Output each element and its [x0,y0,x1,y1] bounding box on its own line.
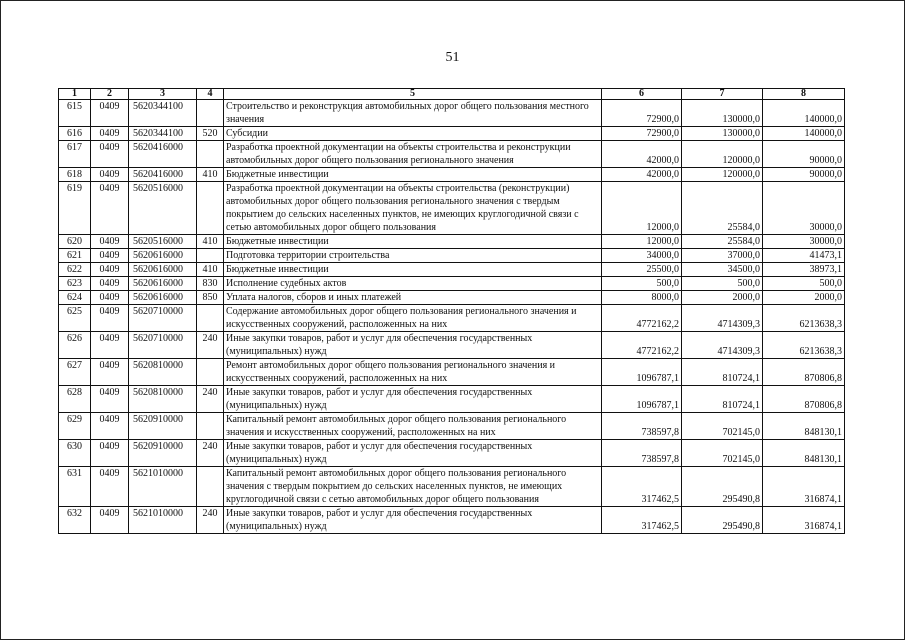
section-code: 0409 [91,386,129,413]
row-number: 620 [59,235,91,249]
item-description: Иные закупки товаров, работ и услуг для обеспечения государственных (муниципальных) нужд [224,440,602,467]
amount-col-8: 848130,1 [763,413,845,440]
target-article-code: 5620810000 [129,359,197,386]
row-number: 619 [59,182,91,235]
item-description: Капитальный ремонт автомобильных дорог общего пользования регионального значения с твердым покрытием до сельских населенных пунктов, не имеющих круглогодичной связи с сетью автомобильных дорог общего пользования [224,467,602,507]
expense-type-code: 410 [197,235,224,249]
amount-col-8: 870806,8 [763,359,845,386]
amount-col-8: 90000,0 [763,168,845,182]
expense-type-code: 520 [197,127,224,141]
table-row [59,235,845,249]
item-description: Капитальный ремонт автомобильных дорог общего пользования регионального значения и искусственных сооружений, расположенных на них [224,413,602,440]
amount-col-8: 30000,0 [763,182,845,235]
item-description: Строительство и реконструкция автомобильных дорог общего пользования местного значения [224,100,602,127]
expense-type-code [197,100,224,127]
amount-col-6: 500,0 [602,277,682,291]
section-code: 0409 [91,263,129,277]
header-cell: 7 [682,89,763,100]
table-row [59,305,845,332]
amount-col-6: 72900,0 [602,127,682,141]
row-number: 630 [59,440,91,467]
target-article-code: 5620616000 [129,291,197,305]
item-description: Бюджетные инвестиции [224,235,602,249]
item-description: Иные закупки товаров, работ и услуг для обеспечения государственных (муниципальных) нужд [224,332,602,359]
amount-col-7: 37000,0 [682,249,763,263]
target-article-code: 5620344100 [129,100,197,127]
row-number: 629 [59,413,91,440]
section-code: 0409 [91,291,129,305]
row-number: 618 [59,168,91,182]
amount-col-7: 130000,0 [682,127,763,141]
table-row [59,127,845,141]
table-row [59,277,845,291]
section-code: 0409 [91,467,129,507]
target-article-code: 5620516000 [129,182,197,235]
section-code: 0409 [91,413,129,440]
amount-col-6: 4772162,2 [602,305,682,332]
target-article-code: 5620616000 [129,263,197,277]
target-article-code: 5621010000 [129,467,197,507]
section-code: 0409 [91,507,129,534]
expense-type-code: 240 [197,386,224,413]
amount-col-8: 140000,0 [763,100,845,127]
table-row [59,291,845,305]
target-article-code: 5620910000 [129,413,197,440]
budget-table [58,88,845,534]
target-article-code: 5620710000 [129,332,197,359]
amount-col-6: 8000,0 [602,291,682,305]
item-description: Уплата налогов, сборов и иных платежей [224,291,602,305]
target-article-code: 5620416000 [129,168,197,182]
item-description: Разработка проектной документации на объекты строительства (реконструкции) автомобильных дорог общего пользования регионального значения с твердым покрытием до сельских населенных пунктов, не имеющих круглогодичной связи с сетью автомобильных дорог общего пользования [224,182,602,235]
amount-col-8: 41473,1 [763,249,845,263]
amount-col-6: 1096787,1 [602,359,682,386]
header-cell: 5 [224,89,602,100]
header-cell: 6 [602,89,682,100]
row-number: 622 [59,263,91,277]
item-description: Иные закупки товаров, работ и услуг для обеспечения государственных (муниципальных) нужд [224,386,602,413]
amount-col-7: 702145,0 [682,440,763,467]
header-cell: 1 [59,89,91,100]
amount-col-7: 4714309,3 [682,305,763,332]
item-description: Бюджетные инвестиции [224,263,602,277]
section-code: 0409 [91,440,129,467]
table-row [59,100,845,127]
section-code: 0409 [91,305,129,332]
amount-col-7: 810724,1 [682,359,763,386]
table-row [59,182,845,235]
expense-type-code: 240 [197,507,224,534]
section-code: 0409 [91,332,129,359]
table-row [59,141,845,168]
section-code: 0409 [91,168,129,182]
expense-type-code: 830 [197,277,224,291]
amount-col-6: 317462,5 [602,467,682,507]
amount-col-7: 810724,1 [682,386,763,413]
row-number: 615 [59,100,91,127]
expense-type-code: 240 [197,332,224,359]
amount-col-8: 38973,1 [763,263,845,277]
amount-col-7: 2000,0 [682,291,763,305]
expense-type-code [197,467,224,507]
item-description: Бюджетные инвестиции [224,168,602,182]
amount-col-8: 316874,1 [763,467,845,507]
expense-type-code [197,413,224,440]
section-code: 0409 [91,100,129,127]
expense-type-code: 410 [197,168,224,182]
target-article-code: 5620344100 [129,127,197,141]
item-description: Субсидии [224,127,602,141]
table-row [59,263,845,277]
amount-col-8: 30000,0 [763,235,845,249]
amount-col-7: 120000,0 [682,141,763,168]
row-number: 625 [59,305,91,332]
amount-col-6: 4772162,2 [602,332,682,359]
amount-col-6: 738597,8 [602,440,682,467]
table-row [59,386,845,413]
header-cell: 8 [763,89,845,100]
amount-col-7: 25584,0 [682,182,763,235]
amount-col-6: 12000,0 [602,235,682,249]
amount-col-7: 295490,8 [682,507,763,534]
amount-col-7: 25584,0 [682,235,763,249]
expense-type-code [197,359,224,386]
amount-col-6: 1096787,1 [602,386,682,413]
amount-col-8: 2000,0 [763,291,845,305]
table-row [59,249,845,263]
amount-col-6: 12000,0 [602,182,682,235]
table-row [59,413,845,440]
row-number: 626 [59,332,91,359]
row-number: 621 [59,249,91,263]
amount-col-6: 34000,0 [602,249,682,263]
expense-type-code [197,182,224,235]
amount-col-8: 6213638,3 [763,332,845,359]
amount-col-8: 90000,0 [763,141,845,168]
amount-col-8: 500,0 [763,277,845,291]
table-row [59,440,845,467]
item-description: Содержание автомобильных дорог общего пользования регионального значения и искусственных сооружений, расположенных на них [224,305,602,332]
row-number: 624 [59,291,91,305]
amount-col-6: 42000,0 [602,168,682,182]
row-number: 631 [59,467,91,507]
section-code: 0409 [91,277,129,291]
expense-type-code [197,305,224,332]
table-row [59,467,845,507]
table-row [59,168,845,182]
section-code: 0409 [91,249,129,263]
amount-col-7: 120000,0 [682,168,763,182]
amount-col-6: 738597,8 [602,413,682,440]
target-article-code: 5620416000 [129,141,197,168]
row-number: 628 [59,386,91,413]
section-code: 0409 [91,127,129,141]
expense-type-code: 850 [197,291,224,305]
amount-col-6: 317462,5 [602,507,682,534]
amount-col-7: 130000,0 [682,100,763,127]
table-row [59,359,845,386]
item-description: Подготовка территории строительства [224,249,602,263]
row-number: 623 [59,277,91,291]
header-cell: 3 [129,89,197,100]
amount-col-6: 72900,0 [602,100,682,127]
amount-col-8: 6213638,3 [763,305,845,332]
item-description: Разработка проектной документации на объекты строительства и реконструкции автомобильных дорог общего пользования регионального значения [224,141,602,168]
row-number: 616 [59,127,91,141]
item-description: Исполнение судебных актов [224,277,602,291]
expense-type-code [197,249,224,263]
amount-col-8: 140000,0 [763,127,845,141]
item-description: Ремонт автомобильных дорог общего пользования регионального значения и искусственных сооружений, расположенных на них [224,359,602,386]
amount-col-6: 42000,0 [602,141,682,168]
amount-col-6: 25500,0 [602,263,682,277]
amount-col-8: 848130,1 [763,440,845,467]
header-row [59,89,845,100]
page-number: 51 [445,50,460,65]
section-code: 0409 [91,141,129,168]
row-number: 627 [59,359,91,386]
amount-col-8: 870806,8 [763,386,845,413]
table-row [59,507,845,534]
amount-col-7: 4714309,3 [682,332,763,359]
expense-type-code: 240 [197,440,224,467]
amount-col-7: 500,0 [682,277,763,291]
header-cell: 2 [91,89,129,100]
target-article-code: 5620810000 [129,386,197,413]
section-code: 0409 [91,182,129,235]
row-number: 632 [59,507,91,534]
amount-col-7: 34500,0 [682,263,763,277]
expense-type-code [197,141,224,168]
target-article-code: 5621010000 [129,507,197,534]
item-description: Иные закупки товаров, работ и услуг для обеспечения государственных (муниципальных) нужд [224,507,602,534]
amount-col-7: 702145,0 [682,413,763,440]
section-code: 0409 [91,359,129,386]
target-article-code: 5620616000 [129,277,197,291]
table-row [59,332,845,359]
target-article-code: 5620910000 [129,440,197,467]
row-number: 617 [59,141,91,168]
section-code: 0409 [91,235,129,249]
target-article-code: 5620616000 [129,249,197,263]
amount-col-8: 316874,1 [763,507,845,534]
expense-type-code: 410 [197,263,224,277]
amount-col-7: 295490,8 [682,467,763,507]
target-article-code: 5620710000 [129,305,197,332]
header-cell: 4 [197,89,224,100]
target-article-code: 5620516000 [129,235,197,249]
